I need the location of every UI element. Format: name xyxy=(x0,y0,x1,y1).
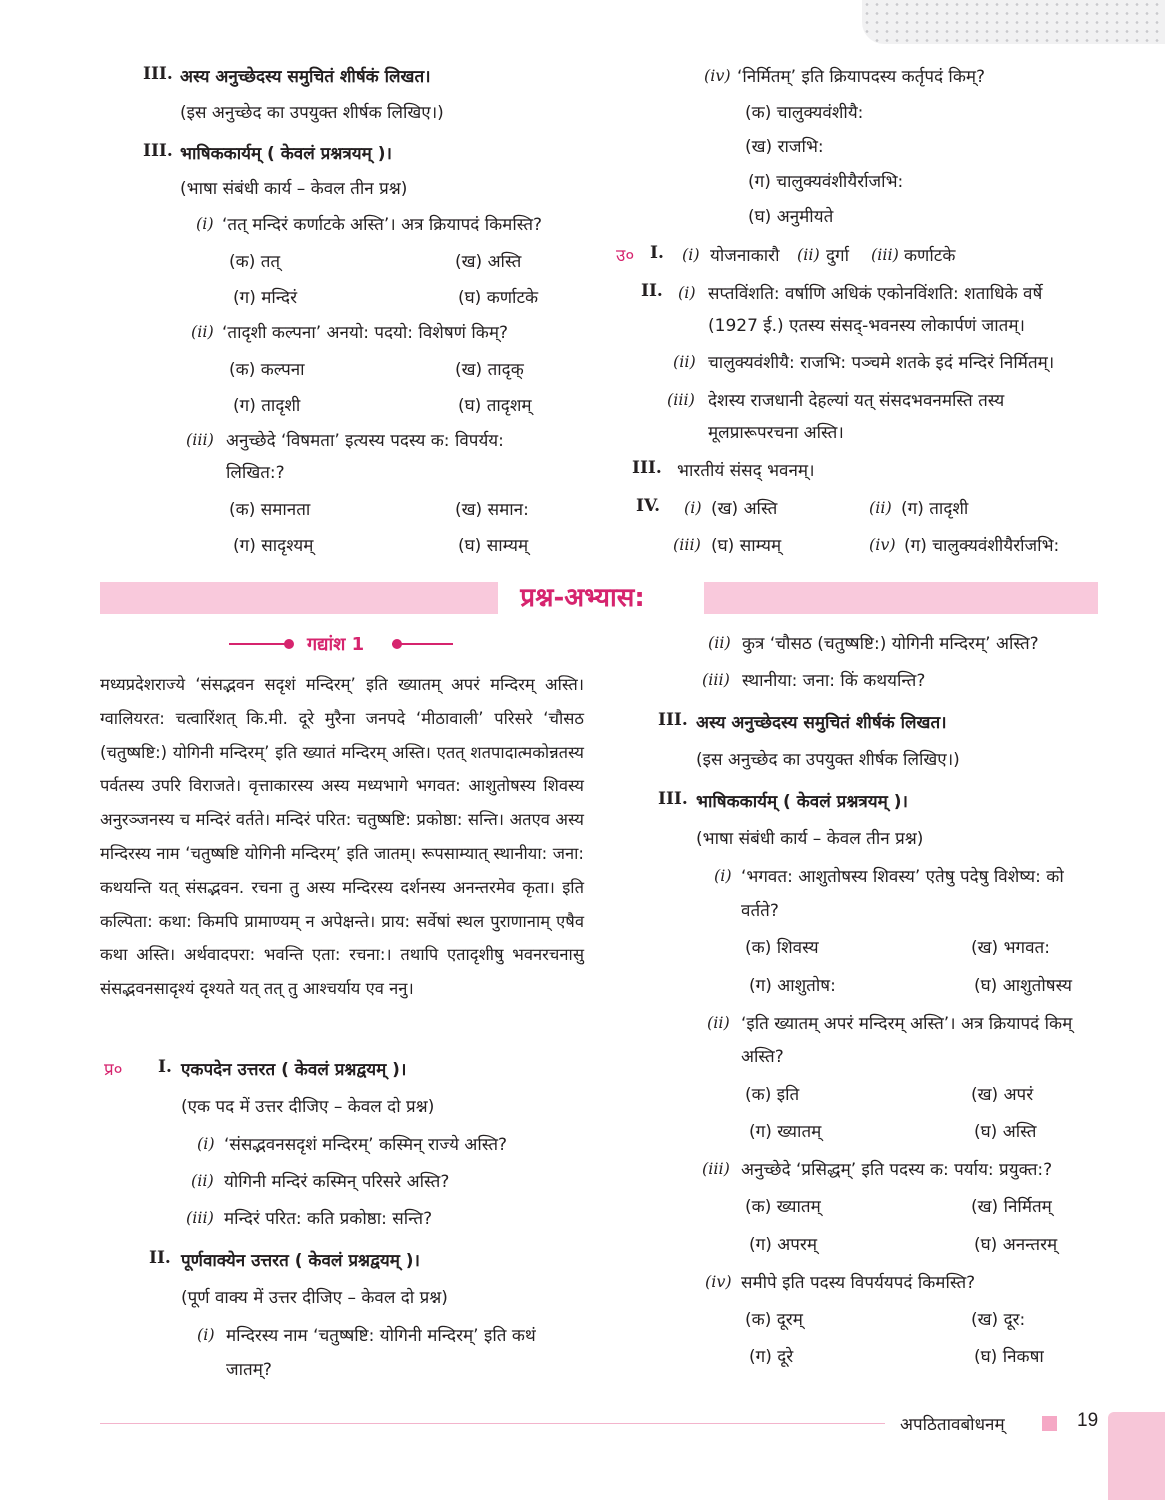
subq-number: (i) xyxy=(678,283,696,302)
question-hindi: (इस अनुच्छेद का उपयुक्त शीर्षक लिखिए।) xyxy=(180,103,444,123)
option: (घ) साम्यम् xyxy=(458,536,529,556)
subq-text: ‘इति ख्यातम् अपरं मन्दिरम् अस्ति’। अत्र क्रियापदं किम् xyxy=(741,1014,1073,1034)
option: (क) ख्यातम् xyxy=(745,1197,821,1217)
option: (ख) दूर: xyxy=(971,1310,1026,1330)
subq-text: अनुच्छेदे ‘विषमता’ इत्यस्य पदस्य क: विपर्यय: xyxy=(226,431,504,451)
subq-number: (iv) xyxy=(869,535,896,554)
subq-text: वर्तते? xyxy=(741,901,779,921)
gadyansh-heading: गद्यांश 1 xyxy=(307,634,365,655)
question-heading: अस्य अनुच्छेदस्य समुचितं शीर्षकं लिखत। xyxy=(696,713,947,733)
option: (ग) ख्यातम् xyxy=(749,1122,822,1142)
subq-text: ‘निर्मितम्’ इति क्रियापदस्य कर्तृपदं किम्? xyxy=(737,67,986,87)
section-title: प्रश्न-अभ्यास: xyxy=(0,578,1165,614)
question-number: II. xyxy=(149,1248,171,1268)
subq-number: (iv) xyxy=(705,1272,732,1291)
option: (घ) तादृशम् xyxy=(458,396,532,416)
subq-text: स्थानीया: जना: किं कथयन्ति? xyxy=(742,671,926,691)
subq-number: (iii) xyxy=(702,670,730,689)
subq-number: (i) xyxy=(197,1325,215,1344)
answer-text: (ख) अस्ति xyxy=(711,499,778,519)
answer-text: (1927 ई.) एतस्य संसद्-भवनस्य लोकार्पणं जातम्। xyxy=(708,316,1025,336)
footer-title: अपठितावबोधनम् xyxy=(900,1415,1005,1435)
subq-text: कुत्र ‘चौसठ (चतुष्षष्टि:) योगिनी मन्दिरम्’ अस्ति? xyxy=(742,634,1039,654)
subq-number: (ii) xyxy=(191,322,214,341)
subq-number: (ii) xyxy=(869,498,892,517)
answer-number: IV. xyxy=(636,496,661,516)
question-heading: पूर्णवाक्येन उत्तरत ( केवलं प्रश्नद्वयम् )। xyxy=(181,1251,420,1271)
answer-text: मूलप्रारूपरचना अस्ति। xyxy=(708,423,844,443)
option: (ख) अस्ति xyxy=(455,252,522,272)
option: (क) कल्पना xyxy=(229,360,305,380)
option: (ख) तादृक् xyxy=(455,360,524,380)
option: (घ) आशुतोषस्य xyxy=(974,976,1073,996)
subq-number: (iv) xyxy=(704,66,731,85)
option: (क) तत् xyxy=(229,252,281,272)
answer-number: II. xyxy=(641,281,663,301)
subq-text: अनुच्छेदे ‘प्रसिद्धम्’ इति पदस्य क: पर्याय: प्रयुक्त:? xyxy=(741,1160,1053,1180)
option: (ख) समान: xyxy=(455,500,529,520)
subq-number: (i) xyxy=(197,1134,215,1153)
answer-number: I. xyxy=(650,243,664,263)
option: (घ) कर्णाटके xyxy=(458,288,539,308)
option: (क) दूरम् xyxy=(745,1310,803,1330)
page-number: 19 xyxy=(1077,1410,1099,1431)
question-hindi: (भाषा संबंधी कार्य – केवल तीन प्रश्न) xyxy=(180,179,408,199)
subq-number: (iii) xyxy=(702,1159,730,1178)
subq-number: (ii) xyxy=(191,1171,214,1190)
option: (क) समानता xyxy=(229,500,311,520)
subq-text: समीपे इति पदस्य विपर्ययपदं किमस्ति? xyxy=(741,1273,976,1293)
answer-text: (घ) साम्यम् xyxy=(711,536,782,556)
answer-text: चालुक्यवंशीयै: राजभि: पञ्चमे शतके इदं मन्दिरं निर्मितम्। xyxy=(708,353,1055,373)
subq-text: ‘संसद्भवनसदृशं मन्दिरम्’ कस्मिन् राज्ये अस्ति? xyxy=(224,1135,508,1155)
option: (ग) आशुतोष: xyxy=(749,976,836,996)
gadyansh-rule-left xyxy=(229,643,292,645)
answer-number: III. xyxy=(632,458,662,478)
footer-rule xyxy=(100,1423,885,1424)
subq-number: (i) xyxy=(682,245,700,264)
subq-number: (iii) xyxy=(667,390,695,409)
subq-text: लिखित:? xyxy=(226,463,285,483)
option: (क) चालुक्यवंशीयै: xyxy=(745,103,864,123)
option: (ग) अपरम् xyxy=(749,1235,818,1255)
option: (ख) राजभि: xyxy=(745,137,824,157)
subq-text: योगिनी मन्दिरं कस्मिन् परिसरे अस्ति? xyxy=(224,1172,450,1192)
subq-number: (i) xyxy=(684,498,702,517)
option: (क) इति xyxy=(745,1085,800,1105)
gadyansh-rule-right xyxy=(392,643,453,645)
option: (ग) दूरे xyxy=(749,1347,794,1367)
page-tab-decoration xyxy=(1108,1412,1165,1500)
question-hindi: (भाषा संबंधी कार्य – केवल तीन प्रश्न) xyxy=(696,829,924,849)
question-label: प्र० xyxy=(104,1060,123,1080)
footer-square-icon xyxy=(1042,1416,1057,1431)
option: (घ) अनुमीयते xyxy=(748,207,834,227)
option: (घ) निकषा xyxy=(974,1347,1044,1367)
answer-text: देशस्य राजधानी देहल्यां यत् संसदभवनमस्ति तस्य xyxy=(708,391,1005,411)
subq-number: (iii) xyxy=(871,245,899,264)
passage-text: मध्यप्रदेशराज्ये ‘संसद्भवन सदृशं मन्दिरम्’ इति ख्यातम् अपरं मन्दिरम् अस्ति। ग्वालियरत: चत्वारिंशत् कि.मी. दूरे मुरैना जनपदे ‘मीठावाली’ परिसरे ‘चौसठ (चतुष्षष्टि:) योगिनी मन्दिरम्’ इति ख्यातं मन्दिरम् अस्ति। एतत् शतपादात्मकोन्नतस्य पर्वतस्य उपरि विराजते। वृत्ताकारस्य अस्य मध्यभागे भगवत: आशुतोषस्य शिवस्य अनुरञ्जनस्य च मन्दिरं वर्तते। मन्दिरं परित: चतुष्षष्टि: प्रकोष्ठा: सन्ति। अतएव अस्य मन्दिरस्य नाम ‘चतुष्षष्टि योगिनी मन्दिरम्’ इति जातम्। रूपसाम्यात् स्थानीया: जना: कथयन्ति यत् संसद्भवन. रचना तु अस्य मन्दिरस्य दर्शनस्य अनन्तरमेव कृता। इति कल्पिता: कथा: किमपि प्रामाण्यम् न अपेक्षन्ते। प्राय: सर्वेषां स्थल पुराणानाम् एषैव कथा अस्ति। अर्थवादपरा: भवन्ति एता: रचना:। तथापि एतादृशीषु भवनरचनासु संसद्भवनसादृश्यं दृश्यते यत् तत् तु आश्चर्याय एव ननु। xyxy=(100,675,584,999)
answer-text: दुर्गा xyxy=(826,246,850,266)
subq-number: (ii) xyxy=(707,1013,730,1032)
subq-number: (iii) xyxy=(186,430,214,449)
subq-text: अस्ति? xyxy=(741,1047,784,1067)
subq-text: ‘तादृशी कल्पना’ अनयो: पदयो: विशेषणं किम्? xyxy=(222,323,509,343)
option: (ख) निर्मितम् xyxy=(971,1197,1052,1217)
option: (घ) अनन्तरम् xyxy=(974,1235,1058,1255)
subq-number: (ii) xyxy=(708,633,731,652)
answer-text: भारतीयं संसद् भवनम्। xyxy=(677,461,815,481)
corner-decoration xyxy=(862,0,1165,44)
question-number: III. xyxy=(143,64,173,84)
answer-text: सप्तविंशति: वर्षाणि अधिकं एकोनविंशति: शताधिके वर्षे xyxy=(708,284,1043,304)
option: (ख) भगवत: xyxy=(971,938,1050,958)
option: (ख) अपरं xyxy=(971,1085,1034,1105)
option: (ग) तादृशी xyxy=(233,396,301,416)
question-hindi: (इस अनुच्छेद का उपयुक्त शीर्षक लिखिए।) xyxy=(696,750,960,770)
question-number: III. xyxy=(658,710,688,730)
answer-text: (ग) चालुक्यवंशीयैर्राजभि: xyxy=(904,536,1060,556)
subq-number: (ii) xyxy=(673,352,696,371)
answer-label: उ० xyxy=(616,246,635,266)
question-hindi: (पूर्ण वाक्य में उत्तर दीजिए – केवल दो प्रश्न) xyxy=(181,1288,448,1308)
option: (ग) मन्दिरं xyxy=(233,288,298,308)
question-heading: एकपदेन उत्तरत ( केवलं प्रश्नद्वयम् )। xyxy=(181,1060,407,1080)
subq-text: मन्दिरस्य नाम ‘चतुष्षष्टि: योगिनी मन्दिरम्’ इति कथं xyxy=(226,1326,536,1346)
question-heading: भाषिककार्यम् ( केवलं प्रश्नत्रयम् )। xyxy=(180,144,392,164)
subq-text: ‘भगवत: आशुतोषस्य शिवस्य’ एतेषु पदेषु विशेष्य: को xyxy=(741,867,1064,887)
subq-number: (ii) xyxy=(797,245,820,264)
option: (ग) चालुक्यवंशीयैर्राजभि: xyxy=(748,172,904,192)
question-hindi: (एक पद में उत्तर दीजिए – केवल दो प्रश्न) xyxy=(181,1097,435,1117)
subq-number: (i) xyxy=(196,214,214,233)
subq-text: ‘तत् मन्दिरं कर्णाटके अस्ति’। अत्र क्रियापदं किमस्ति? xyxy=(222,215,543,235)
question-heading: अस्य अनुच्छेदस्य समुचितं शीर्षकं लिखत। xyxy=(180,67,431,87)
question-number: I. xyxy=(158,1057,172,1077)
subq-number: (iii) xyxy=(673,535,701,554)
gadyansh-dot-left xyxy=(284,639,294,649)
answer-text: योजनाकारौ xyxy=(710,246,780,266)
subq-text: जातम्? xyxy=(226,1360,272,1380)
question-number: III. xyxy=(143,141,173,161)
subq-text: मन्दिरं परित: कति प्रकोष्ठा: सन्ति? xyxy=(224,1209,433,1229)
question-heading: भाषिककार्यम् ( केवलं प्रश्नत्रयम् )। xyxy=(696,792,908,812)
answer-text: (ग) तादृशी xyxy=(901,499,969,519)
subq-number: (iii) xyxy=(186,1208,214,1227)
answer-text: कर्णाटके xyxy=(904,246,956,266)
option: (घ) अस्ति xyxy=(974,1122,1037,1142)
subq-number: (i) xyxy=(714,866,732,885)
question-number: III. xyxy=(658,789,688,809)
option: (क) शिवस्य xyxy=(745,938,819,958)
option: (ग) सादृश्यम् xyxy=(233,536,314,556)
